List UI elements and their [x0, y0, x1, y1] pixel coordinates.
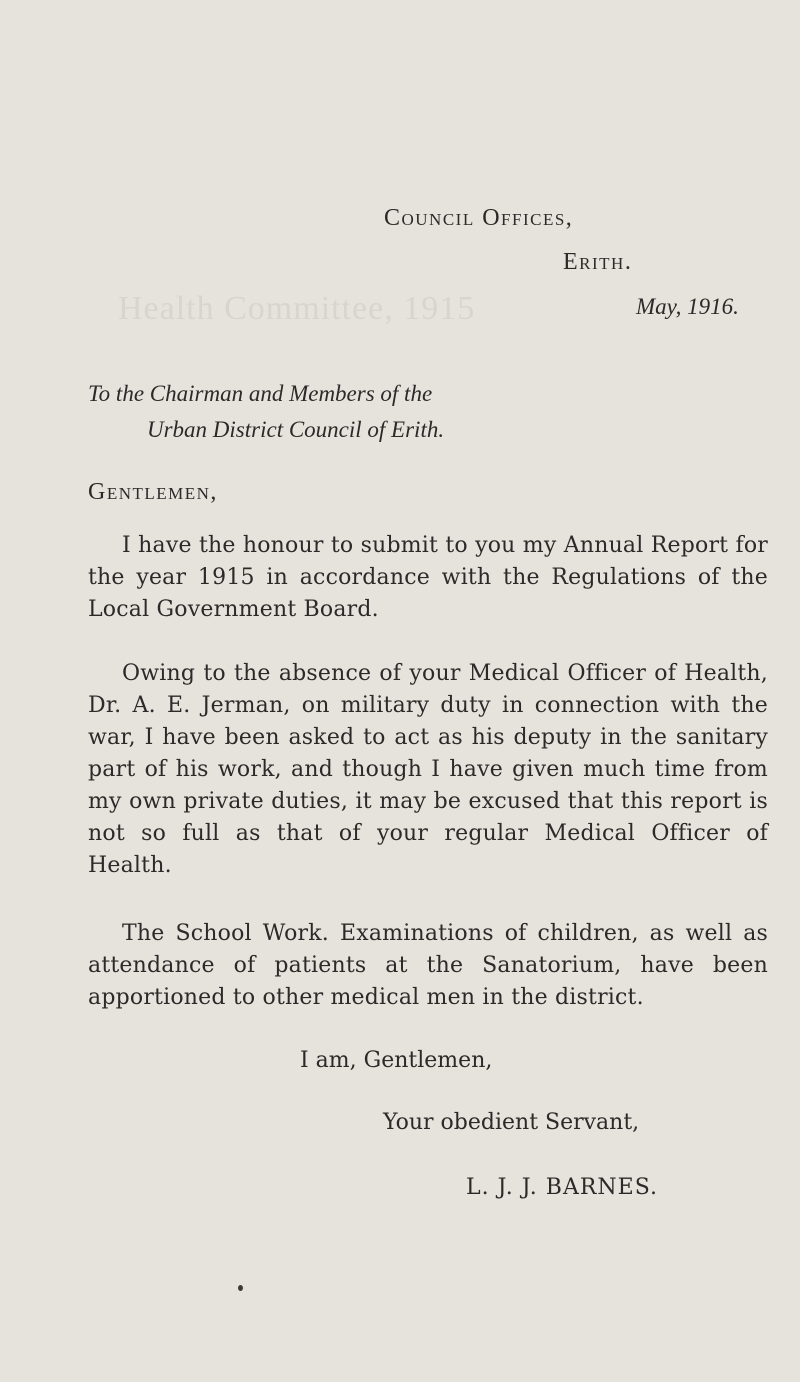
letter-date: May, 1916. — [636, 294, 739, 319]
paragraph-3 — [88, 918, 768, 1014]
show-through-text: Health Committee, 1915 — [118, 290, 476, 327]
paragraph-2 — [88, 658, 768, 882]
addressee-line-1: To the Chairman and Members of the — [88, 381, 433, 406]
salutation: Gentlemen, — [88, 479, 218, 505]
closing-line-2: Your obedient Servant, — [383, 1110, 640, 1135]
ink-dot — [238, 1285, 243, 1291]
paragraph-3-text: The School Work. Examinations of children, as well as attendance of patients at the Sanatorium, have been apportioned to other medical men in the district. — [88, 921, 768, 1010]
closing-line-1: I am, Gentlemen, — [300, 1048, 493, 1073]
paragraph-1 — [88, 530, 768, 626]
paragraph-2-text: Owing to the absence of your Medical Officer of Health, Dr. A. E. Jerman, on military duty in connection with the war, I have been asked to act as his deputy in the sanitary part of his work, and though I have given much time from my own private duties, it may be excused that this report is not so full as that of your regular Medical Officer of Health. — [88, 661, 768, 878]
addressee-line-2: Urban District Council of Erith. — [147, 417, 445, 442]
address-line-2: Erith. — [563, 249, 633, 275]
address-line-1: Council Offices, — [384, 205, 574, 231]
signature: L. J. J. BARNES. — [466, 1175, 658, 1200]
paragraph-1-text: I have the honour to submit to you my Annual Report for the year 1915 in accordance with the Regulations of the Local Government Board. — [88, 533, 768, 622]
